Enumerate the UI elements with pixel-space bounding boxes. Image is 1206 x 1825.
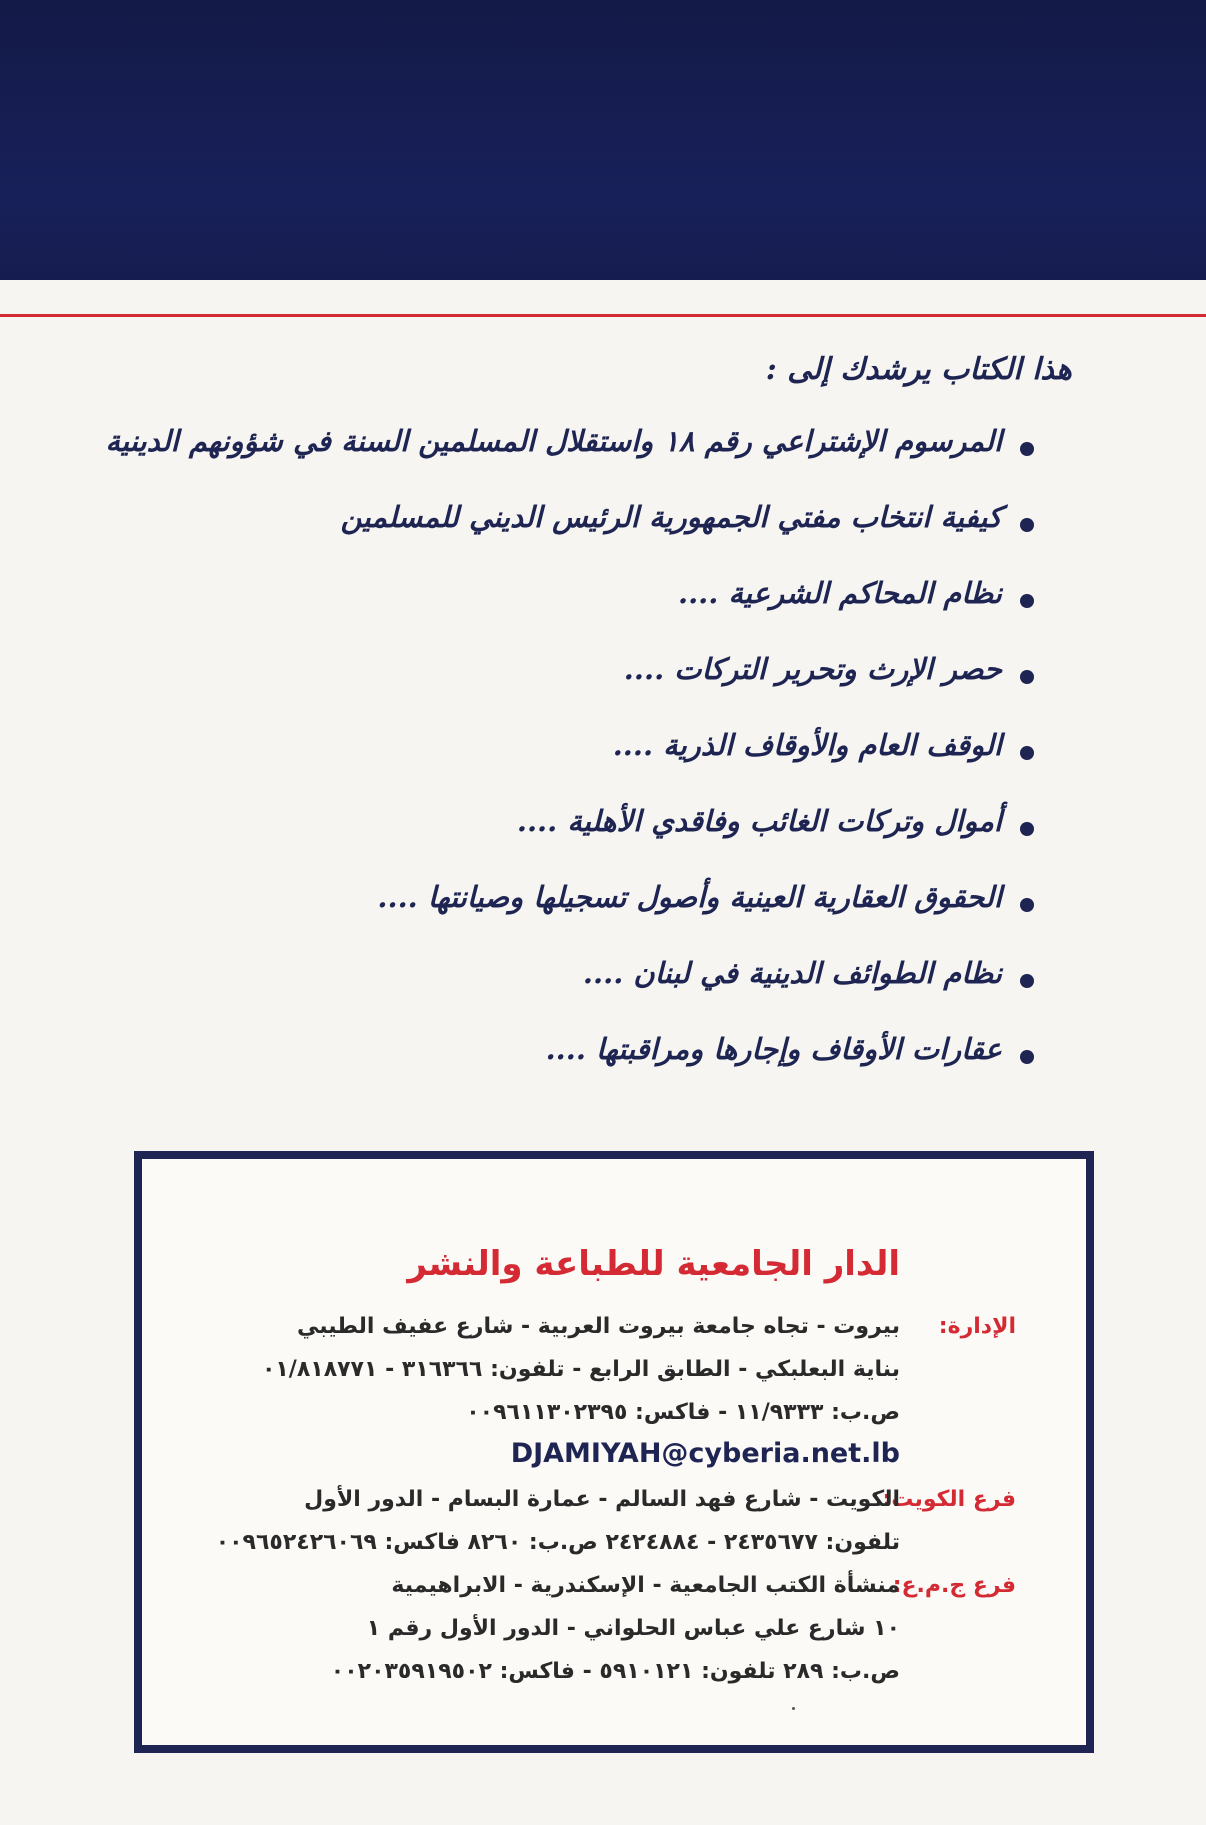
egypt-pobox-line: ص.ب: ٢٨٩ تلفون: ٥٩١٠١٢١ - فاكس: ٠٠٢٠٣٥٩١٩٥٠٢ bbox=[330, 1659, 900, 1684]
egypt-address-line: منشأة الكتب الجامعية - الإسكندرية - الابراهيمية bbox=[391, 1573, 900, 1598]
publisher-email: DJAMIYAH@cyberia.net.lb bbox=[510, 1438, 900, 1469]
intro-heading: هذا الكتاب يرشدك إلى : bbox=[765, 352, 1072, 387]
bullet-icon bbox=[1020, 594, 1034, 608]
bullet-icon bbox=[1020, 746, 1034, 760]
red-divider-line bbox=[0, 314, 1206, 317]
topic-item bbox=[134, 728, 1034, 804]
admin-address-line: بيروت - تجاه جامعة بيروت العربية - شارع عفيف الطيبي bbox=[296, 1314, 900, 1339]
topic-item bbox=[134, 956, 1034, 1032]
topic-item bbox=[134, 500, 1034, 576]
bullet-icon bbox=[1020, 518, 1034, 532]
admin-label: الإدارة: bbox=[938, 1314, 1016, 1339]
egypt-branch-label: فرع ج.م.ع: bbox=[892, 1573, 1016, 1598]
bullet-icon bbox=[1020, 822, 1034, 836]
cover-top-band bbox=[0, 0, 1206, 280]
bullet-icon bbox=[1020, 974, 1034, 988]
topics-list bbox=[105, 424, 1034, 1108]
bullet-icon bbox=[1020, 442, 1034, 456]
print-speck bbox=[792, 1707, 795, 1710]
admin-building-line: بناية البعلبكي - الطابق الرابع - تلفون: ٣١٦٣٦٦ - ٠١/٨١٨٧٧١ bbox=[261, 1357, 900, 1382]
topic-text: حصر الإرث وتحرير التركات .... bbox=[623, 652, 1002, 686]
topic-item bbox=[134, 576, 1034, 652]
egypt-street-line: ١٠ شارع علي عباس الحلواني - الدور الأول رقم ١ bbox=[366, 1616, 900, 1641]
topic-item bbox=[134, 880, 1034, 956]
topic-text: الحقوق العقارية العينية وأصول تسجيلها وصيانتها .... bbox=[377, 880, 1002, 914]
publisher-name: الدار الجامعية للطباعة والنشر bbox=[407, 1244, 900, 1284]
topic-text: نظام الطوائف الدينية في لبنان .... bbox=[582, 956, 1002, 990]
admin-pobox-line: ص.ب: ١١/٩٣٣٣ - فاكس: ٠٠٩٦١١٣٠٢٣٩٥ bbox=[466, 1400, 900, 1425]
bullet-icon bbox=[1020, 670, 1034, 684]
topic-item bbox=[134, 652, 1034, 728]
topic-text: كيفية انتخاب مفتي الجمهورية الرئيس الديني للمسلمين bbox=[340, 500, 1002, 534]
bullet-icon bbox=[1020, 1050, 1034, 1064]
topic-item bbox=[134, 1032, 1034, 1108]
topic-item bbox=[105, 424, 1034, 500]
kuwait-address-line: الكويت - شارع فهد السالم - عمارة البسام - الدور الأول bbox=[304, 1487, 900, 1512]
topic-text: الوقف العام والأوقاف الذرية .... bbox=[612, 728, 1002, 762]
kuwait-phone-line: تلفون: ٢٤٣٥٦٧٧ - ٢٤٢٤٨٨٤ ص.ب: ٨٢٦٠ فاكس: ٠٠٩٦٥٢٤٢٦٠٦٩ bbox=[215, 1530, 900, 1555]
topic-text: عقارات الأوقاف وإجارها ومراقبتها .... bbox=[545, 1032, 1002, 1066]
bullet-icon bbox=[1020, 898, 1034, 912]
topic-text: المرسوم الإشتراعي رقم ١٨ واستقلال المسلمين السنة في شؤونهم الدينية bbox=[105, 424, 1002, 458]
kuwait-branch-label: فرع الكويت: bbox=[882, 1487, 1016, 1512]
topic-text: أموال وتركات الغائب وفاقدي الأهلية .... bbox=[516, 804, 1002, 838]
topic-text: نظام المحاكم الشرعية .... bbox=[677, 576, 1002, 610]
topic-item bbox=[134, 804, 1034, 880]
publisher-box bbox=[134, 1151, 1094, 1753]
